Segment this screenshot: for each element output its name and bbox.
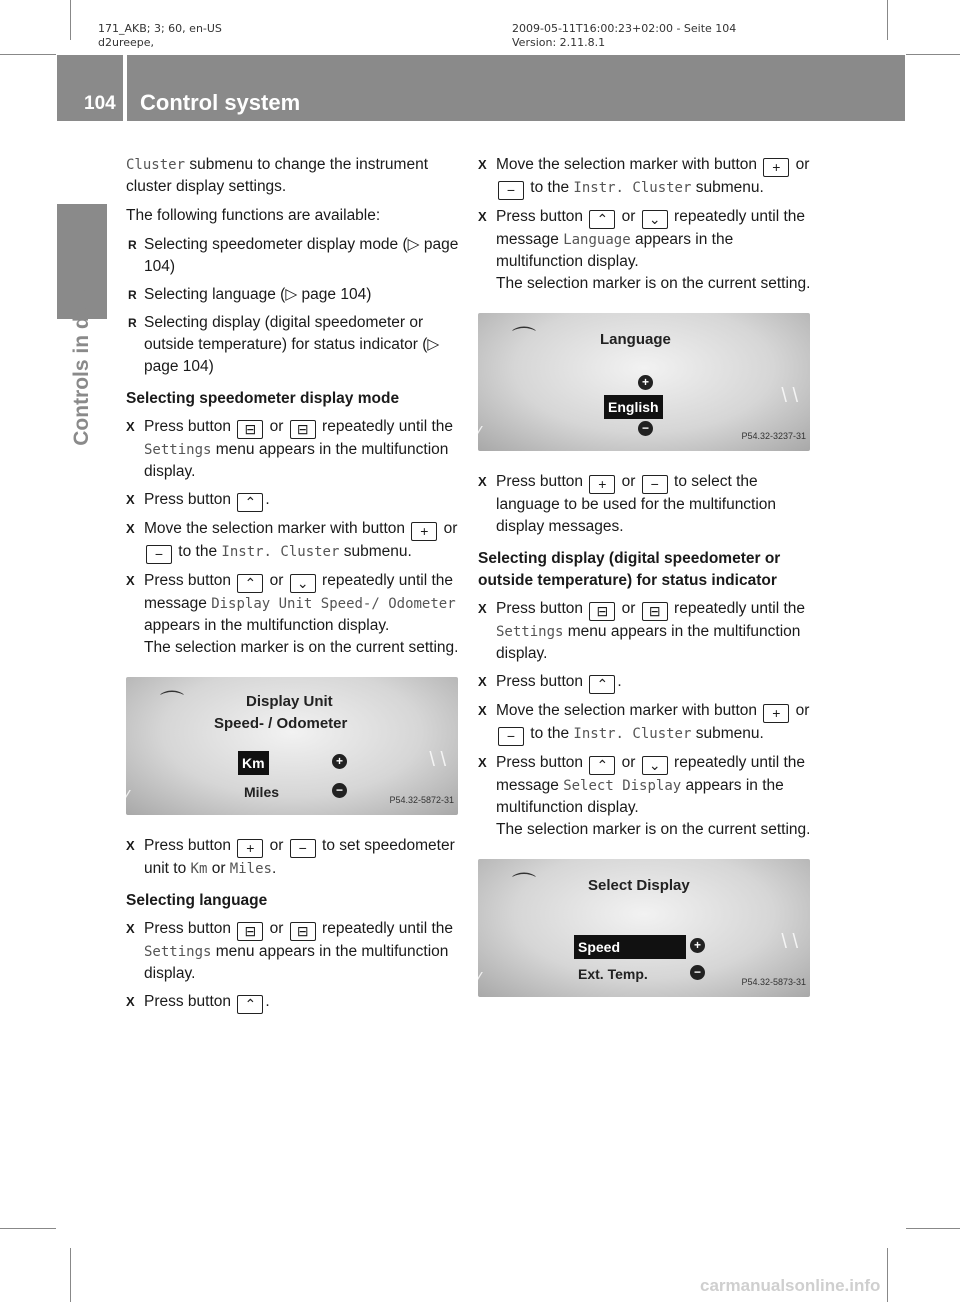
text: repeatedly until the <box>317 920 454 937</box>
text: appears in the multifunction display. <box>496 231 734 270</box>
text: Press button <box>144 572 236 589</box>
text: repeatedly until the message <box>496 208 806 248</box>
text: to the <box>526 179 574 196</box>
instruction-step <box>478 206 814 295</box>
instruction-step <box>126 918 462 985</box>
minus-button-icon: − <box>498 181 524 200</box>
mono-term: Miles <box>229 861 272 877</box>
watermark: carmanualsonline.info <box>700 1276 881 1295</box>
lcd-selected-option: English <box>604 395 663 419</box>
scroll-up-button-icon: ⌃ <box>589 675 615 694</box>
plus-icon: + <box>690 938 705 953</box>
settings-left-button-icon: ⊟ <box>589 602 615 621</box>
scroll-up-button-icon: ⌃ <box>237 574 263 593</box>
page-title: Control system <box>140 90 301 115</box>
text: repeatedly until the message <box>496 754 806 794</box>
print-meta-right <box>512 22 736 50</box>
lcd-selected-option: Speed <box>574 935 686 959</box>
settings-right-button-icon: ⊟ <box>642 602 668 621</box>
text: to the <box>526 725 574 742</box>
scroll-down-button-icon: ⌄ <box>642 210 668 229</box>
list-item: R Selecting language (▷ page 104) <box>126 284 462 306</box>
left-column <box>116 154 462 1020</box>
speedometer-gauge-icon: ⌒ <box>512 326 536 353</box>
speedometer-gauge-icon: ⌒ <box>160 690 184 717</box>
display-unit-screen-image <box>116 677 458 815</box>
side-tab-label: Controls in detail <box>70 274 93 446</box>
mono-term: Instr. Cluster <box>573 726 692 742</box>
minus-button-icon: − <box>146 545 172 564</box>
print-meta-left <box>98 22 222 50</box>
right-column <box>468 154 814 1017</box>
minus-button-icon: − <box>498 727 524 746</box>
lcd-option: Ext. Temp. <box>578 966 648 982</box>
instruction-step <box>126 835 462 880</box>
text: Press button <box>144 491 236 508</box>
minus-icon: − <box>332 783 347 798</box>
minus-button-icon: − <box>290 839 316 858</box>
section-heading: Selecting speedometer display mode <box>126 390 400 407</box>
crop-mark <box>70 0 71 40</box>
text: The selection marker is on the current setting. <box>496 821 811 838</box>
text: Press button <box>144 837 236 854</box>
crop-mark <box>887 1248 888 1302</box>
dial-marks-icon: ⁄ ⁄ <box>468 969 481 991</box>
text: Press button <box>496 673 588 690</box>
mono-term: Km <box>190 861 208 877</box>
text: Move the selection marker with button <box>496 702 762 719</box>
text: repeatedly until the message <box>144 572 454 612</box>
text: The selection marker is on the current setting. <box>144 639 459 656</box>
plus-icon: + <box>638 375 653 390</box>
text: Press button <box>496 208 588 225</box>
intro-paragraph <box>126 154 462 198</box>
text: or <box>791 702 810 719</box>
mono-term: Language <box>563 232 631 248</box>
scroll-down-button-icon: ⌄ <box>642 756 668 775</box>
print-meta-line: d2ureepe, <box>98 36 155 49</box>
text: or <box>791 156 810 173</box>
crop-mark <box>70 1248 71 1302</box>
text: submenu. <box>691 725 764 742</box>
plus-button-icon: + <box>237 839 263 858</box>
functions-intro: The following functions are available: <box>126 207 381 224</box>
instruction-step <box>126 416 462 483</box>
lcd-option: Miles <box>244 784 280 800</box>
speedometer-gauge-icon: ⌒ <box>512 872 536 899</box>
text: repeatedly until the <box>317 418 454 435</box>
dial-marks-icon: ⁄ ⁄ <box>468 423 481 445</box>
print-meta-line: 171_AKB; 3; 60, en-US <box>98 22 222 35</box>
mono-term: Display Unit Speed-/ Odometer <box>211 596 456 612</box>
text: repeatedly until the <box>669 600 806 617</box>
crop-mark <box>906 1228 960 1229</box>
instruction-step <box>126 570 462 659</box>
settings-left-button-icon: ⊟ <box>237 420 263 439</box>
mono-term: Settings <box>144 442 212 458</box>
list-item: R Selecting display (digital speedometer or outside temperature) for status indicator (▷ page 104) <box>126 312 462 378</box>
text: or <box>265 837 288 854</box>
text: Move the selection marker with button <box>144 520 410 537</box>
plus-button-icon: + <box>763 158 789 177</box>
text: Press button <box>496 754 588 771</box>
instruction-step <box>478 752 814 841</box>
text: to select the language to be used for the multifunction display messages. <box>496 473 777 535</box>
language-screen-image <box>468 313 810 451</box>
text: menu appears in the multifunction display. <box>144 943 449 982</box>
minus-button-icon: − <box>642 475 668 494</box>
mono-term: Settings <box>144 944 212 960</box>
crop-mark <box>887 0 888 40</box>
lcd-line: Select Display <box>588 877 690 894</box>
plus-button-icon: + <box>411 522 437 541</box>
text: menu appears in the multifunction display. <box>496 623 801 662</box>
text: Press button <box>144 920 236 937</box>
instruction-step <box>478 700 814 746</box>
text: to set speedometer unit to <box>144 837 455 877</box>
text: submenu. <box>339 543 412 560</box>
mono-term: Instr. Cluster <box>221 544 340 560</box>
text: or <box>207 860 230 877</box>
header-divider <box>123 55 127 121</box>
mono-term: Settings <box>496 624 564 640</box>
text: appears in the multifunction display. <box>144 617 390 634</box>
dial-marks-icon: \ \ <box>781 385 798 407</box>
text: submenu to change the instrument cluster display settings. <box>126 156 428 195</box>
scroll-up-button-icon: ⌃ <box>237 995 263 1014</box>
instruction-step <box>478 154 814 200</box>
section-heading: Selecting language <box>126 892 268 909</box>
plus-button-icon: + <box>589 475 615 494</box>
settings-right-button-icon: ⊟ <box>290 420 316 439</box>
instruction-step <box>478 471 814 538</box>
list-item: R Selecting speedometer display mode (▷ page 104) <box>126 234 462 278</box>
image-reference: P54.32-3237-31 <box>741 431 806 441</box>
text: Press button <box>144 993 236 1010</box>
text: to the <box>174 543 222 560</box>
text: The selection marker is on the current setting. <box>496 275 811 292</box>
text: or <box>617 754 640 771</box>
lcd-line: Display Unit <box>246 693 333 710</box>
plus-button-icon: + <box>763 704 789 723</box>
text: Press button <box>496 473 588 490</box>
text: appears in the multifunction display. <box>496 777 784 816</box>
text: . <box>271 860 277 877</box>
text: submenu. <box>691 179 764 196</box>
image-reference: P54.32-5873-31 <box>741 977 806 987</box>
image-reference: P54.32-5872-31 <box>389 795 454 805</box>
text: Press button <box>496 600 588 617</box>
text: or <box>617 473 640 490</box>
dial-marks-icon: \ \ <box>781 931 798 953</box>
settings-right-button-icon: ⊟ <box>290 922 316 941</box>
print-meta-line: 2009-05-11T16:00:23+02:00 - Seite 104 <box>512 22 737 35</box>
page-number: 104 <box>84 93 116 114</box>
scroll-up-button-icon: ⌃ <box>237 493 263 512</box>
scroll-up-button-icon: ⌃ <box>589 756 615 775</box>
lcd-line: Speed- / Odometer <box>214 715 348 732</box>
minus-icon: − <box>638 421 653 436</box>
settings-left-button-icon: ⊟ <box>237 922 263 941</box>
scroll-up-button-icon: ⌃ <box>589 210 615 229</box>
scroll-down-button-icon: ⌄ <box>290 574 316 593</box>
crop-mark <box>906 54 960 55</box>
text: or <box>265 920 288 937</box>
lcd-selected-option: Km <box>238 751 269 775</box>
print-meta-line: Version: 2.11.8.1 <box>512 36 606 49</box>
instruction-step: X Press button ⌃ . <box>126 991 462 1014</box>
text: or <box>617 208 640 225</box>
dial-marks-icon: \ \ <box>429 749 446 771</box>
instruction-step: X Press button ⌃ . <box>126 489 462 512</box>
mono-term: Select Display <box>563 778 682 794</box>
instruction-step <box>478 598 814 665</box>
instruction-step: X Press button ⌃ . <box>478 671 814 694</box>
text: or <box>265 418 288 435</box>
lcd-line: Language <box>600 331 671 348</box>
crop-mark <box>0 54 56 55</box>
mono-term: Instr. Cluster <box>573 180 692 196</box>
mono-term: Cluster <box>126 157 186 173</box>
text: or <box>265 572 288 589</box>
plus-icon: + <box>332 754 347 769</box>
dial-marks-icon: ⁄ ⁄ <box>116 787 129 809</box>
text: or <box>439 520 458 537</box>
text: Move the selection marker with button <box>496 156 762 173</box>
crop-mark <box>0 1228 56 1229</box>
instruction-step <box>126 518 462 564</box>
section-heading: Selecting display (digital speedometer or outside temperature) for status indicator <box>478 550 781 589</box>
select-display-screen-image <box>468 859 810 997</box>
minus-icon: − <box>690 965 705 980</box>
text: Press button <box>144 418 236 435</box>
text: menu appears in the multifunction display. <box>144 441 449 480</box>
text: or <box>617 600 640 617</box>
